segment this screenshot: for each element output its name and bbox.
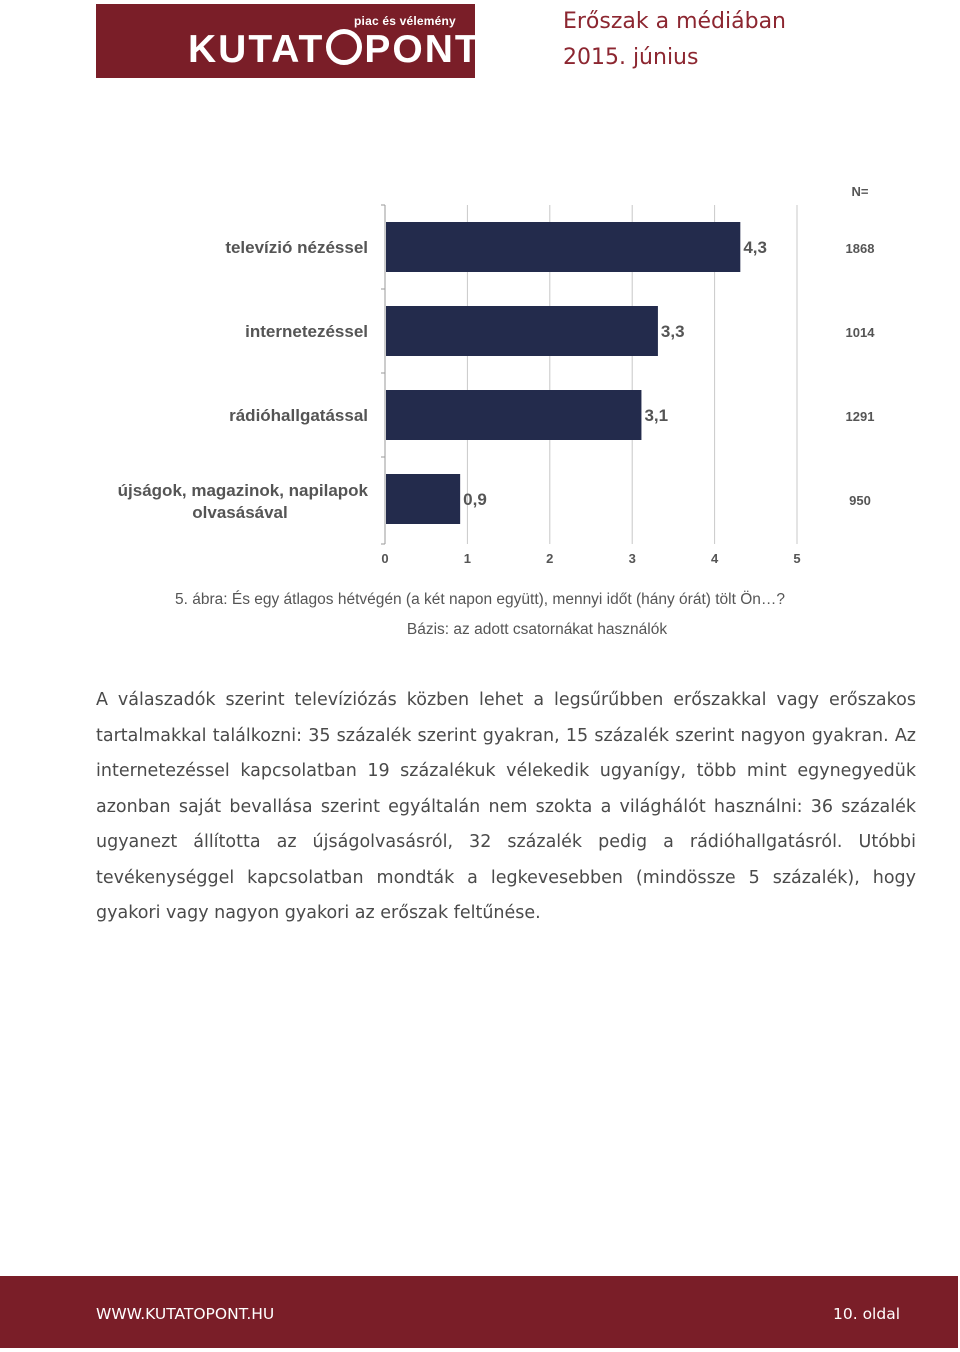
logo-word-right: PONT bbox=[364, 28, 481, 71]
n-value-label: 950 bbox=[849, 493, 871, 508]
x-tick-label: 0 bbox=[381, 551, 389, 566]
n-value-label: 1291 bbox=[845, 409, 875, 424]
category-label: internetezéssel bbox=[245, 322, 368, 341]
page-number: 10. oldal bbox=[833, 1305, 901, 1323]
x-tick-label: 5 bbox=[793, 551, 801, 566]
footer-url: WWW.KUTATOPONT.HU bbox=[96, 1305, 275, 1323]
logo-word-left: KUTAT bbox=[188, 28, 325, 71]
bar-chart bbox=[0, 0, 960, 580]
bar bbox=[386, 222, 740, 272]
logo-tagline: piac és vélemény bbox=[354, 14, 456, 28]
category-label: rádióhallgatással bbox=[229, 406, 368, 425]
category-label: újságok, magazinok, napilapok bbox=[117, 481, 368, 500]
data-label: 4,3 bbox=[743, 238, 767, 257]
document-title: Erőszak a médiában bbox=[562, 9, 786, 34]
n-value-label: 1014 bbox=[845, 325, 875, 340]
category-label: olvasásával bbox=[192, 503, 288, 522]
document-date: 2015. június bbox=[562, 45, 699, 70]
bar bbox=[386, 306, 658, 356]
bar bbox=[386, 474, 460, 524]
bar bbox=[386, 390, 641, 440]
x-tick-label: 4 bbox=[710, 551, 719, 566]
x-tick-label: 2 bbox=[546, 551, 554, 566]
data-label: 0,9 bbox=[463, 490, 487, 509]
n-value-label: 1868 bbox=[845, 241, 875, 256]
n-header-label: N= bbox=[851, 184, 869, 199]
x-tick-label: 1 bbox=[463, 551, 472, 566]
data-label: 3,3 bbox=[660, 322, 685, 341]
body-text bbox=[96, 683, 916, 932]
data-label: 3,1 bbox=[644, 406, 669, 425]
category-label: televízió nézéssel bbox=[225, 238, 368, 257]
figure-caption: 5. ábra: És egy átlagos hétvégén (a két napon együtt), mennyi időt (hány órát) tölt Ön…? bbox=[175, 591, 786, 608]
page-footer bbox=[0, 1276, 958, 1348]
figure-base: Bázis: az adott csatornákat használók bbox=[406, 621, 668, 638]
bar-chart-svg bbox=[0, 0, 960, 580]
x-tick-label: 3 bbox=[628, 551, 636, 566]
body-paragraph: A válaszadók szerint televíziózás közben lehet a legsűrűbben erőszakkal vagy erőszakos tartalmakkal találkozni: 35 százalék szerint gyakran, 15 százalék szerint nagyon gyakran. Az internetezéssel kapcsolatban 19 százalékuk vélekedik ugyanígy, több mint egynegyedük azonban saját bevallása szerint egyáltalán nem szokta a világhálót használni: 36 százalék ugyanezt állította az újságolvasásról, 32 százalék pedig a rádióhallgatásról. Utóbbi tevékenységgel kapcsolatban mondták a legkevesebben (mindössze 5 százalék), hogy gyakori vagy nagyon gyakori az erőszak feltűnése. bbox=[96, 690, 916, 923]
